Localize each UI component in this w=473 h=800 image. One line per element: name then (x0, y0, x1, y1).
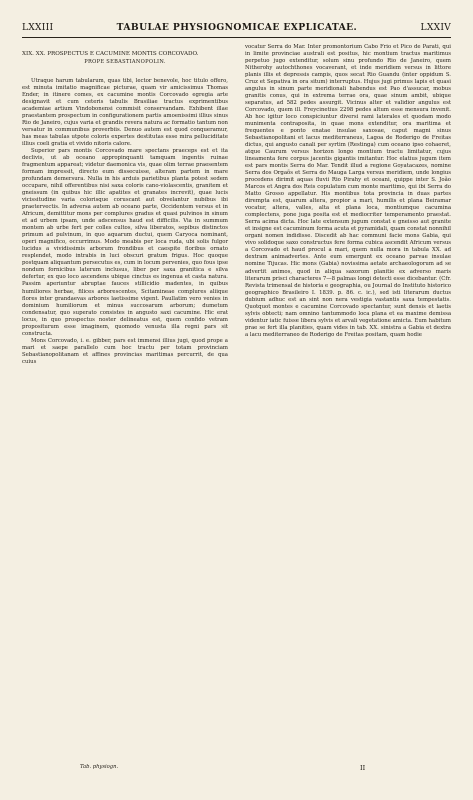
paragraph: Superior pars montis Corcovado mare spectans praeceps est et ita declivis, ut ab oceano appropinquanti tamquam ingentis ruinae fragmentum appareat; videtur daemonica vis, quae olim terrae praesentem formam impressit, directo eum dissecuisse, alteram partem in mare profundam demersura. Nulla in his arduis parietibus planta potest sedem occupare, nihil offerentibus nisi saxa coloris cano-violascentis, granitem et gneissum (in quibus hic illic apatites et granates increvit), quae lucis vicissitudine varia colorisque coruscant aut obvelantur nubibus ibi praetervectis. In adversa autem ab oceano parte, Occidentem versus et in Africum, demittitur mons per complures gradus et quasi pulvinos in sinum et ad urbem ipsam, unde adscensus haud est difficilis. Via in summum montem ab urbe fert per colles cultos, silva liberatos, sepibus distinctos primum ad pulvinum, in quo aquarum ductui, quem Caryoca nominant, operi magnifico, occurrimus. Modo meabis per loca ruda, ubi solis fulgor lucidus a vividissimis arborum frondibus et caespite floribus ornato resplendet, modo intrabis in luci obscuri gratum frigus. Hoc quoque postquam aliquantum persecutus es, cum in locum pervenies, quo fous ipse nondum fornicibus laterum inclusus, liber per saxa granitica e silva defertur, ex quo loco ascendens ubique cinctus es ingenua et casta natura. Passim aperiuntur abruptae fauces stillicidio madentes, in quibus humiliores herbae, filices arborescentes, Scitamineae complures aliique flores inter grandaevas arbores laetissime vigent. Paullatim vero venies in dominium humiliorum et minus succosarum arborum; dumetum condensatur, quo superato consistes in angusto saxi cacumine. Hic erat locus, in quo prospectus noster delineatus est, quem confido vetram propositurum esse imaginem, quomodo venusta illa regni pars sit constructa. (22, 148, 228, 337)
section-subheading: PROPE SEBASTIANOPOLIN. (84, 59, 166, 66)
right-column (245, 44, 451, 366)
left-column (22, 44, 228, 366)
page-number-right: LXXIV (420, 22, 451, 33)
footer-signature: Tab. physiogn. (80, 764, 119, 770)
paragraph: Utraque harum tabularum, quas tibi, lector benevole, hoc titulo offero, est minuta imitatio magnificae picturae, quam vir amicissimus Thomas Ender, in itinere comes, ex cacumine montis Corcovado egregia arte designavit et cum ceteris tabulis Brasiliae tractus exprimentibus academiae artium Vindobonensi commisit conservandam. Exhibent illae praestantem prospectum in configurationem partis amoenissimi illius sinus Rio de Janeiro, cujus varia et grandis revera natura ac formatio tantum non versatur in communibus proverbiis. Denuo autem est quod conqueramur, has meas tabulas utpote coloris expertes destitutas esse mira pelluciditate illius coeli gratia et vivido nitoris calore. (22, 78, 228, 148)
page-header (22, 22, 451, 34)
paragraph: vocatur Serra do Mar. Inter promontorium Cabo Frio et Pico de Parati, qui in limite provinciae australi est positus, hic montium tractus maritimus perpetuo jugo extenditur, solum sinu profundo Rio de Janeiro, quem Nitherohy autochthones vocaverant, et inde meridiem versus in littore planis illis et depressis campis, quos secat Rio Guandu (inter oppidum S. Cruz et Sepativa in ora situm) interruptus. Hujus jugi primus lapis et quasi angulus in sinum parte meridionali habendus est Pao d'assucar, mobus granitis conus, qui in extrema terrae ora, quae sinum ambit, ubique separatus, ad 582 pedes assurgit. Vicinus alter et validior angulus est Corcovado, quem ill. Freycinetius 2298 pedes altum esse mensura invenit. Ab hoc igitur loco conspiciuntur diversi rami laterales et quodam modo munimenta contraposita, in quae mons extenditur, ora maritima et frequentes e ponto enatae insulae saxosae, caput magni sinus Sebastianopolitani et lacus mediterraneus, Lagoa de Roderigo de Freitas dictus, qui angusto canali per syrtim (Restinga) cum oceano ipso cohaeret, atque Caurum versus horizon longo montium tractu limitatur, cujus lineamenta fere corpus jacentis gigantis imitantur. Hoc elatius jugum item est pars montis Serra do Mar. Tendit illud a regione Goyatacazes, nomine Serra dos Orgaõs et Serra do Mauga Larga versus meridiem, unde longius procedens dirimit aquas fluvii Rio Pirahy et oceani, quippe inter S. João Marcos et Angra dos Reis copulatum cum monte maritimo, qui ibi Serra do Matto Grosso appellatur. His montibus tota provincia in duas partes dirempta est, quarum altera, propior a mari, humilis et plana Beiramar vocatur, altera, valles, alta et plana loca, montiumque cacumina complectens, pone juga posita est et mediocriter temperamento praestat. Serra acima dicta. Hoc late extensum jugum constat e gneisso aut granite et insigne est cacuminum forma acuta et pyramidali, quam constat nonnihil organi nomen indidisse. Discedit ab hac communi facie mons Gabia, qui vivo solidoque saxo constructus fere forma cubica ascendit Africum versus a Corcovado et haud procul a mari, quem nulla mora in tabula XX. ad dextram animadvertes. Ante eum emergunt ex oceano parvae insulae nomine Tijucas. Hic mons (Gabia) novissima aetate archaeologorum ad se advertit animos, quod in aliqua saxorum planitie ex adverso maris literarum prisci characteres 7—8 palmas longi detecti esse dicebantur. (Cfr. Revista trimensal de historia e geographia, ou Journal do Instituto historico geographico Brasileiro I. 1839. p. 86. c. ic.), sed isti literarum ductus dubium adhuc est an sint non nera vestigia vastantis saxa tempestatis. Quotquot montes e cacumine Corcovado spectantur, sunt densis et laetis sylvis obtecti; nam omnino tantummodo loca plana et ea maxime demissa videntur iatic fuisse libera sylvis et arvali vegetatione amicta. Eum habitum prae se fert illa planities, quam vides in tab. XX. sinistra a Gabia et dextra a lacu mediterraneo de Roderigo de Freitas positam, quam hodie (245, 44, 451, 338)
header-rule (22, 37, 451, 38)
paragraph: Mons Corcovado, i. e. gibber, pars est immensi illius jugi, quod prope a mari et saepe parallelo cum hoc tractu per totam provinciam Sebastianopolitanam et affines provincias maritimas percurrit, de qua cuius (22, 337, 228, 365)
running-title: TABULAE PHYSIOGNOMICAE EXPLICATAE. (116, 22, 358, 33)
page-number-left: LXXIII (22, 22, 54, 33)
section-heading: XIX. XX. PROSPECTUS E CACUMINE MONTIS CORCOVADO. (22, 51, 199, 57)
footer-sheet-mark: II (360, 764, 366, 772)
text-columns (22, 44, 451, 366)
